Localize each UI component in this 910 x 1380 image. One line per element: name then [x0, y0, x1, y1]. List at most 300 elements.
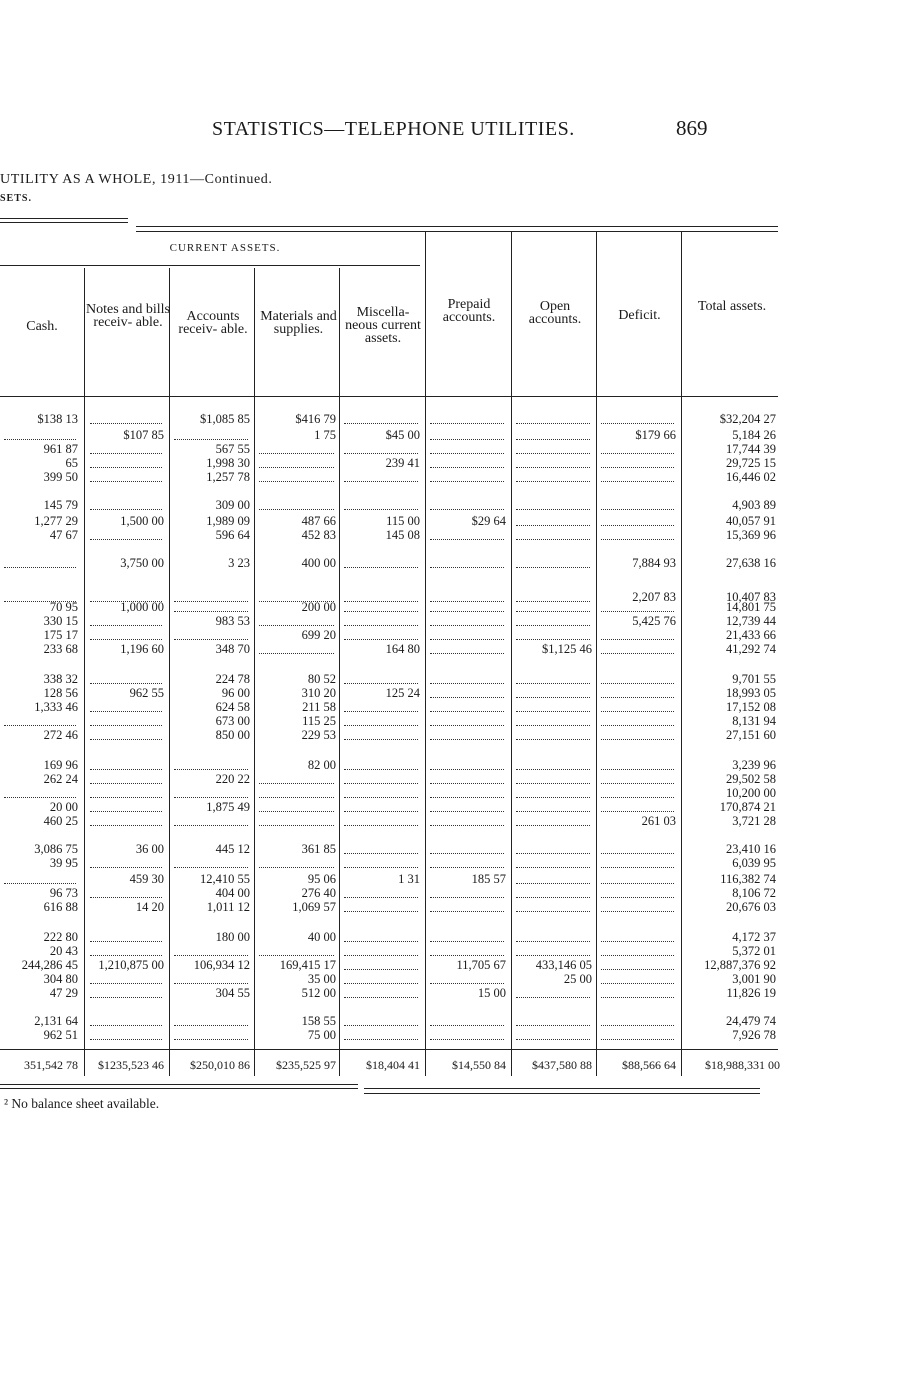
- bottom-rule-4: [364, 1093, 760, 1094]
- leader-dots: [90, 983, 162, 998]
- leader-dots: [516, 883, 590, 898]
- table-cell: 3,086 75: [34, 842, 78, 856]
- bottom-rule-1: [0, 1084, 358, 1085]
- leader-dots: [90, 711, 162, 726]
- leader-dots: [430, 639, 504, 654]
- leader-dots: [259, 439, 334, 454]
- leader-dots: [430, 597, 504, 612]
- table-cell: 18,993 05: [726, 686, 776, 700]
- leader-dots: [430, 611, 504, 626]
- table-cell: 47 29: [49, 986, 78, 1000]
- top-rule-left-2: [0, 222, 128, 223]
- leader-dots: [259, 495, 334, 510]
- table-cell: 8,106 72: [732, 886, 776, 900]
- leader-dots: [516, 755, 590, 770]
- leader-dots: [601, 495, 674, 510]
- leader-dots: [90, 495, 162, 510]
- table-cell: 6,039 95: [732, 856, 776, 870]
- leader-dots: [259, 611, 334, 626]
- leader-dots: [344, 1025, 418, 1040]
- leader-dots: [90, 969, 162, 984]
- table-cell: 15,369 96: [726, 528, 776, 542]
- table-cell: 15 00: [477, 986, 506, 1000]
- leader-dots: [516, 869, 590, 884]
- table-cell: 169 96: [43, 758, 78, 772]
- leader-dots: [174, 783, 248, 798]
- table-cell: 261 03: [641, 814, 676, 828]
- table-cell: 3,239 96: [732, 758, 776, 772]
- leader-dots: [516, 853, 590, 868]
- leader-dots: [344, 853, 418, 868]
- leader-dots: [601, 869, 674, 884]
- table-cell: 3,750 00: [120, 556, 164, 570]
- table-cell: 433,146 05: [535, 958, 592, 972]
- table-cell: $138 13: [37, 412, 78, 426]
- leader-dots: [259, 783, 334, 798]
- leader-dots: [601, 597, 674, 612]
- table-cell: 1,500 00: [120, 514, 164, 528]
- leader-dots: [430, 453, 504, 468]
- leader-dots: [259, 811, 334, 826]
- page-number: 869: [676, 116, 708, 140]
- leader-dots: [174, 941, 248, 956]
- table-cell: 14 20: [135, 900, 164, 914]
- bottom-rule-3: [364, 1088, 760, 1089]
- column-divider: [681, 232, 682, 1076]
- table-cell: 115 25: [302, 714, 336, 728]
- leader-dots: [90, 769, 162, 784]
- column-header: Miscella- neous current assets.: [345, 305, 421, 346]
- leader-dots: [516, 941, 590, 956]
- table-cell: 1,998 30: [206, 456, 250, 470]
- table-cell: 200 00: [301, 600, 336, 614]
- table-cell: 222 80: [43, 930, 78, 944]
- leader-dots: [516, 597, 590, 612]
- table-cell: 80 52: [307, 672, 336, 686]
- table-cell: 8,131 94: [732, 714, 776, 728]
- table-cell: 459 30: [129, 872, 164, 886]
- table-cell: 11,826 19: [726, 986, 776, 1000]
- leader-dots: [430, 425, 504, 440]
- leader-dots: [430, 755, 504, 770]
- leader-dots: [174, 811, 248, 826]
- leader-dots: [516, 669, 590, 684]
- table-cell: 180 00: [215, 930, 250, 944]
- table-cell: 5,372 01: [732, 944, 776, 958]
- column-divider: [84, 268, 85, 1076]
- leader-dots: [430, 839, 504, 854]
- leader-dots: [601, 853, 674, 868]
- leader-dots: [174, 625, 248, 640]
- totals-top-rule: [0, 1049, 778, 1050]
- leader-dots: [516, 897, 590, 912]
- leader-dots: [516, 839, 590, 854]
- leader-dots: [259, 769, 334, 784]
- leader-dots: [430, 853, 504, 868]
- leader-dots: [430, 467, 504, 482]
- leader-dots: [90, 525, 162, 540]
- table-cell: 983 53: [215, 614, 250, 628]
- column-header: Deficit.: [618, 308, 661, 323]
- leader-dots: [344, 969, 418, 984]
- table-cell: 233 68: [43, 642, 78, 656]
- leader-dots: [601, 711, 674, 726]
- table-cell: 512 00: [301, 986, 336, 1000]
- leader-dots: [430, 495, 504, 510]
- table-cell: 310 20: [301, 686, 336, 700]
- leader-dots: [344, 783, 418, 798]
- table-cell: 211 58: [302, 700, 336, 714]
- leader-dots: [516, 683, 590, 698]
- table-cell: 35 00: [307, 972, 336, 986]
- column-header: Accounts receiv- able.: [178, 309, 248, 337]
- table-cell: 330 15: [43, 614, 78, 628]
- table-cell: 596 64: [215, 528, 250, 542]
- table-cell: 20,676 03: [726, 900, 776, 914]
- column-divider: [425, 232, 426, 1076]
- leader-dots: [344, 553, 418, 568]
- table-cell: 1,989 09: [206, 514, 250, 528]
- table-cell: 145 79: [43, 498, 78, 512]
- leader-dots: [344, 711, 418, 726]
- leader-dots: [430, 697, 504, 712]
- leader-dots: [90, 755, 162, 770]
- leader-dots: [430, 525, 504, 540]
- leader-dots: [259, 639, 334, 654]
- table-cell: 400 00: [301, 556, 336, 570]
- table-cell: 175 17: [43, 628, 78, 642]
- table-cell: 1,875 49: [206, 800, 250, 814]
- leader-dots: [601, 769, 674, 784]
- leader-dots: [344, 897, 418, 912]
- table-cell: 25 00: [563, 972, 592, 986]
- table-cell: 304 55: [215, 986, 250, 1000]
- bottom-rule-2: [0, 1088, 358, 1089]
- leader-dots: [174, 755, 248, 770]
- leader-dots: [344, 983, 418, 998]
- table-cell: 460 25: [43, 814, 78, 828]
- leader-dots: [516, 1025, 590, 1040]
- leader-dots: [344, 883, 418, 898]
- footnote: ² No balance sheet available.: [4, 1096, 160, 1111]
- leader-dots: [601, 683, 674, 698]
- leader-dots: [430, 711, 504, 726]
- leader-dots: [430, 625, 504, 640]
- leader-dots: [174, 425, 248, 440]
- table-cell: 2,207 83: [632, 590, 676, 604]
- table-cell: 1,196 60: [120, 642, 164, 656]
- table-cell: 164 80: [385, 642, 420, 656]
- table-cell: 96 73: [49, 886, 78, 900]
- table-cell: 1,257 78: [206, 470, 250, 484]
- leader-dots: [90, 453, 162, 468]
- leader-dots: [430, 409, 504, 424]
- table-cell: 185 57: [471, 872, 506, 886]
- table-cell: 229 53: [301, 728, 336, 742]
- table-cell: 170,874 21: [719, 800, 776, 814]
- leader-dots: [601, 409, 674, 424]
- table-cell: $1,125 46: [542, 642, 592, 656]
- leader-dots: [601, 639, 674, 654]
- leader-dots: [601, 669, 674, 684]
- top-rule-right-1: [136, 226, 778, 227]
- leader-dots: [90, 625, 162, 640]
- table-cell: 116,382 74: [720, 872, 776, 886]
- table-cell: 12,410 55: [200, 872, 250, 886]
- leader-dots: [430, 725, 504, 740]
- leader-dots: [430, 553, 504, 568]
- table-cell: 12,887,376 92: [704, 958, 776, 972]
- table-cell: 404 00: [215, 886, 250, 900]
- leader-dots: [601, 467, 674, 482]
- leader-dots: [344, 669, 418, 684]
- header-bottom-rule: [0, 396, 778, 397]
- total-cell: $18,404 41: [366, 1058, 420, 1072]
- table-cell: 2,131 64: [34, 1014, 78, 1028]
- leader-dots: [90, 697, 162, 712]
- leader-dots: [601, 883, 674, 898]
- table-cell: 361 85: [301, 842, 336, 856]
- leader-dots: [90, 725, 162, 740]
- table-cell: 624 58: [215, 700, 250, 714]
- top-rule-left-1: [0, 218, 128, 219]
- leader-dots: [601, 511, 674, 526]
- leader-dots: [90, 409, 162, 424]
- table-cell: 1,000 00: [120, 600, 164, 614]
- table-cell: 47 67: [49, 528, 78, 542]
- table-cell: 1,210,875 00: [98, 958, 164, 972]
- table-cell: 7,926 78: [732, 1028, 776, 1042]
- leader-dots: [259, 453, 334, 468]
- leader-dots: [174, 853, 248, 868]
- leader-dots: [430, 783, 504, 798]
- leader-dots: [90, 439, 162, 454]
- total-cell: $1235,523 46: [98, 1058, 164, 1072]
- table-cell: 1 31: [398, 872, 420, 886]
- leader-dots: [516, 797, 590, 812]
- table-cell: 17,744 39: [726, 442, 776, 456]
- column-divider: [254, 268, 255, 1076]
- total-cell: $14,550 84: [452, 1058, 506, 1072]
- leader-dots: [90, 811, 162, 826]
- leader-dots: [344, 409, 418, 424]
- total-cell: $250,010 86: [190, 1058, 250, 1072]
- leader-dots: [516, 425, 590, 440]
- table-cell: 673 00: [215, 714, 250, 728]
- leader-dots: [601, 725, 674, 740]
- running-head: STATISTICS—TELEPHONE UTILITIES.: [212, 118, 575, 140]
- table-cell: 125 24: [385, 686, 420, 700]
- table-cell: 40,057 91: [726, 514, 776, 528]
- leader-dots: [516, 697, 590, 712]
- leader-dots: [344, 811, 418, 826]
- leader-dots: [516, 983, 590, 998]
- table-cell: 348 70: [215, 642, 250, 656]
- table-cell: 262 24: [43, 772, 78, 786]
- table-cell: 23,410 16: [726, 842, 776, 856]
- table-cell: 95 06: [307, 872, 336, 886]
- table-cell: 75 00: [307, 1028, 336, 1042]
- table-cell: 239 41: [385, 456, 420, 470]
- total-cell: $18,988,331 00: [705, 1058, 780, 1072]
- leader-dots: [430, 1011, 504, 1026]
- leader-dots: [344, 755, 418, 770]
- leader-dots: [90, 1011, 162, 1026]
- leader-dots: [516, 453, 590, 468]
- leader-dots: [601, 697, 674, 712]
- leader-dots: [430, 811, 504, 826]
- leader-dots: [601, 797, 674, 812]
- leader-dots: [516, 495, 590, 510]
- group-label: CURRENT ASSETS.: [169, 242, 281, 254]
- leader-dots: [430, 927, 504, 942]
- total-cell: 351,542 78: [24, 1058, 78, 1072]
- column-header: Total assets.: [697, 299, 767, 314]
- table-cell: 36 00: [135, 842, 164, 856]
- table-cell: 5,425 76: [632, 614, 676, 628]
- leader-dots: [344, 769, 418, 784]
- leader-dots: [601, 1011, 674, 1026]
- table-cell: $45 00: [385, 428, 420, 442]
- table-cell: 850 00: [215, 728, 250, 742]
- table-cell: 399 50: [43, 470, 78, 484]
- leader-dots: [344, 611, 418, 626]
- table-cell: 3,001 90: [732, 972, 776, 986]
- table-cell: 276 40: [301, 886, 336, 900]
- table-cell: 244,286 45: [21, 958, 78, 972]
- table-cell: 169,415 17: [279, 958, 336, 972]
- leader-dots: [344, 725, 418, 740]
- leader-dots: [516, 611, 590, 626]
- table-cell: 41,292 74: [726, 642, 776, 656]
- leader-dots: [601, 897, 674, 912]
- table-cell: 567 55: [215, 442, 250, 456]
- leader-dots: [90, 927, 162, 942]
- column-divider: [511, 232, 512, 1076]
- table-cell: 487 66: [301, 514, 336, 528]
- leader-dots: [90, 797, 162, 812]
- table-cell: 29,502 58: [726, 772, 776, 786]
- table-cell: 17,152 08: [726, 700, 776, 714]
- table-cell: 65: [65, 456, 78, 470]
- leader-dots: [344, 495, 418, 510]
- table-cell: 962 51: [43, 1028, 78, 1042]
- table-cell: 616 88: [43, 900, 78, 914]
- table-cell: 9,701 55: [732, 672, 776, 686]
- leader-dots: [601, 839, 674, 854]
- table-cell: 39 95: [49, 856, 78, 870]
- leader-dots: [601, 783, 674, 798]
- table-cell: 29,725 15: [726, 456, 776, 470]
- leader-dots: [601, 525, 674, 540]
- table-cell: 27,638 16: [726, 556, 776, 570]
- leader-dots: [90, 783, 162, 798]
- leader-dots: [601, 955, 674, 970]
- column-header: Open accounts.: [528, 299, 582, 327]
- table-cell: $179 66: [635, 428, 676, 442]
- leader-dots: [430, 969, 504, 984]
- leader-dots: [601, 927, 674, 942]
- leader-dots: [601, 941, 674, 956]
- leader-dots: [430, 797, 504, 812]
- leader-dots: [344, 955, 418, 970]
- table-cell: 82 00: [307, 758, 336, 772]
- leader-dots: [430, 883, 504, 898]
- table-cell: 1,069 57: [292, 900, 336, 914]
- leader-dots: [430, 669, 504, 684]
- column-header: Prepaid accounts.: [442, 297, 496, 325]
- leader-dots: [344, 467, 418, 482]
- leader-dots: [344, 439, 418, 454]
- leader-dots: [601, 625, 674, 640]
- table-cell: 145 08: [385, 528, 420, 542]
- table-cell: 106,934 12: [193, 958, 250, 972]
- table-cell: 452 83: [301, 528, 336, 542]
- leader-dots: [90, 941, 162, 956]
- table-cell: 24,479 74: [726, 1014, 776, 1028]
- table-cell: 5,184 26: [732, 428, 776, 442]
- leader-dots: [90, 883, 162, 898]
- leader-dots: [516, 625, 590, 640]
- table-cell: 4,172 37: [732, 930, 776, 944]
- total-cell: $235,525 97: [276, 1058, 336, 1072]
- table-cell: 21,433 66: [726, 628, 776, 642]
- leader-dots: [516, 711, 590, 726]
- total-cell: $437,580 88: [532, 1058, 592, 1072]
- leader-dots: [430, 941, 504, 956]
- table-cell: 1,011 12: [206, 900, 250, 914]
- table-cell: 12,739 44: [726, 614, 776, 628]
- table-cell: $29 64: [471, 514, 506, 528]
- leader-dots: [516, 1011, 590, 1026]
- leader-dots: [4, 425, 76, 440]
- table-cell: 158 55: [301, 1014, 336, 1028]
- table-cell: 962 55: [129, 686, 164, 700]
- leader-dots: [516, 439, 590, 454]
- leader-dots: [601, 439, 674, 454]
- leader-dots: [344, 597, 418, 612]
- leader-dots: [174, 1025, 248, 1040]
- total-cell: $88,566 64: [622, 1058, 676, 1072]
- table-cell: 40 00: [307, 930, 336, 944]
- table-cell: 338 32: [43, 672, 78, 686]
- leader-dots: [601, 755, 674, 770]
- leader-dots: [259, 467, 334, 482]
- leader-dots: [259, 941, 334, 956]
- table-cell: 4,903 89: [732, 498, 776, 512]
- table-cell: 20 00: [49, 800, 78, 814]
- column-divider: [169, 268, 170, 1076]
- leader-dots: [4, 783, 76, 798]
- leader-dots: [90, 1025, 162, 1040]
- leader-dots: [516, 783, 590, 798]
- table-cell: 699 20: [301, 628, 336, 642]
- leader-dots: [259, 853, 334, 868]
- leader-dots: [601, 453, 674, 468]
- column-divider: [596, 232, 597, 1076]
- table-subtitle: SETS.: [0, 193, 32, 204]
- table-cell: 20 43: [49, 944, 78, 958]
- table-cell: 304 80: [43, 972, 78, 986]
- table-cell: 1 75: [314, 428, 336, 442]
- leader-dots: [516, 409, 590, 424]
- leader-dots: [516, 927, 590, 942]
- leader-dots: [344, 839, 418, 854]
- leader-dots: [430, 1025, 504, 1040]
- leader-dots: [601, 983, 674, 998]
- table-cell: $416 79: [295, 412, 336, 426]
- leader-dots: [516, 725, 590, 740]
